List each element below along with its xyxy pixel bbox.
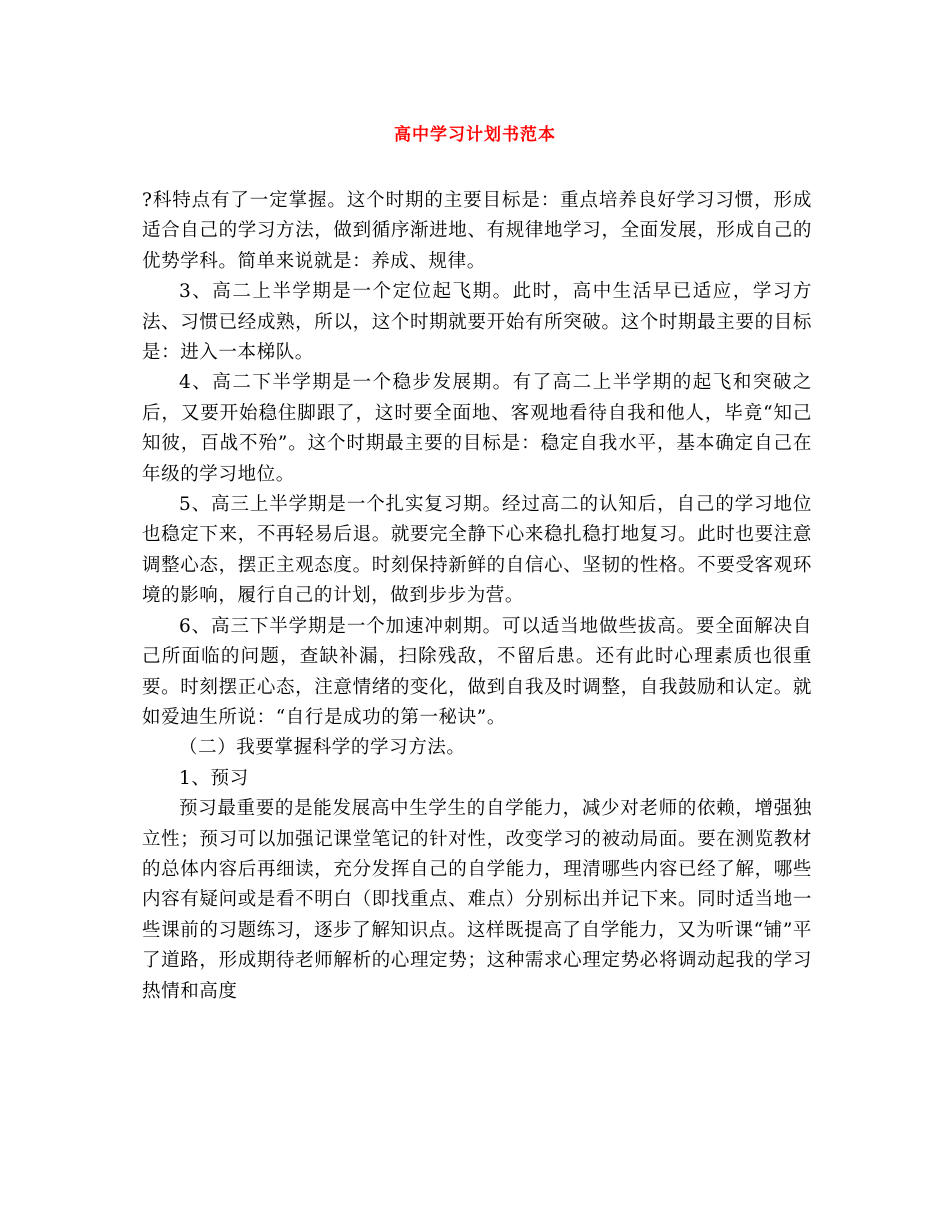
paragraph: 4、高二下半学期是一个稳步发展期。有了高二上半学期的起飞和突破之后，又要开始稳住脚跟了，这时要全面地、客观地看待自我和他人，毕竟“知己知彼，百战不殆”。这个时期最主要的目标是：稳定自我水平，基本确定自己在年级的学习地位。: [142, 372, 812, 485]
paragraph: ?科特点有了一定掌握。这个时期的主要目标是：重点培养良好学习习惯，形成适合自己的学习方法，做到循序渐进地、有规律地学习，全面发展，形成自己的优势学科。简单来说就是：养成、规律。: [142, 190, 812, 272]
subsection-heading: 1、预习: [179, 767, 249, 789]
paragraph: 预习最重要的是能发展高中生学生的自学能力，减少对老师的依赖，增强独立性；预习可以加强记课堂笔记的针对性，改变学习的被动局面。要在测览教材的总体内容后再细读，充分发挥自己的自学能力，理清哪些内容已经了解，哪些内容有疑问或是看不明白（即找重点、难点）分别标出并记下来。同时适当地一些课前的习题练习，逐步了解知识点。这样既提高了自学能力，又为听课“铺”平了道路，形成期待老师解析的心理定势；这种需求心理定势必将调动起我的学习热情和高度: [142, 798, 812, 1002]
paragraph: 3、高二上半学期是一个定位起飞期。此时，高中生活早已适应，学习方法、习惯已经成熟，所以，这个时期就要开始有所突破。这个时期最主要的目标是：进入一本梯队。: [142, 281, 812, 364]
section-heading: （二）我要掌握科学的学习方法。: [179, 737, 466, 759]
document-body: [142, 186, 812, 1007]
paragraph: 6、高三下半学期是一个加速冲刺期。可以适当地做些拔高。要全面解决自己所面临的问题，查缺补漏，扫除残敌，不留后患。还有此时心理素质也很重要。时刻摆正心态，注意情绪的变化，做到自我及时调整，自我鼓励和认定。就如爱迪生所说：“自行是成功的第一秘诀”。: [142, 615, 812, 728]
document-title: 高中学习计划书范本: [394, 125, 556, 145]
paragraph: 5、高三上半学期是一个扎实复习期。经过高二的认知后，自己的学习地位也稳定下来，不再轻易后退。就要完全静下心来稳扎稳打地复习。此时也要注意调整心态，摆正主观态度。时刻保持新鲜的自信心、坚韧的性格。不要受客观环境的影响，履行自己的计划，做到步步为营。: [142, 494, 812, 607]
